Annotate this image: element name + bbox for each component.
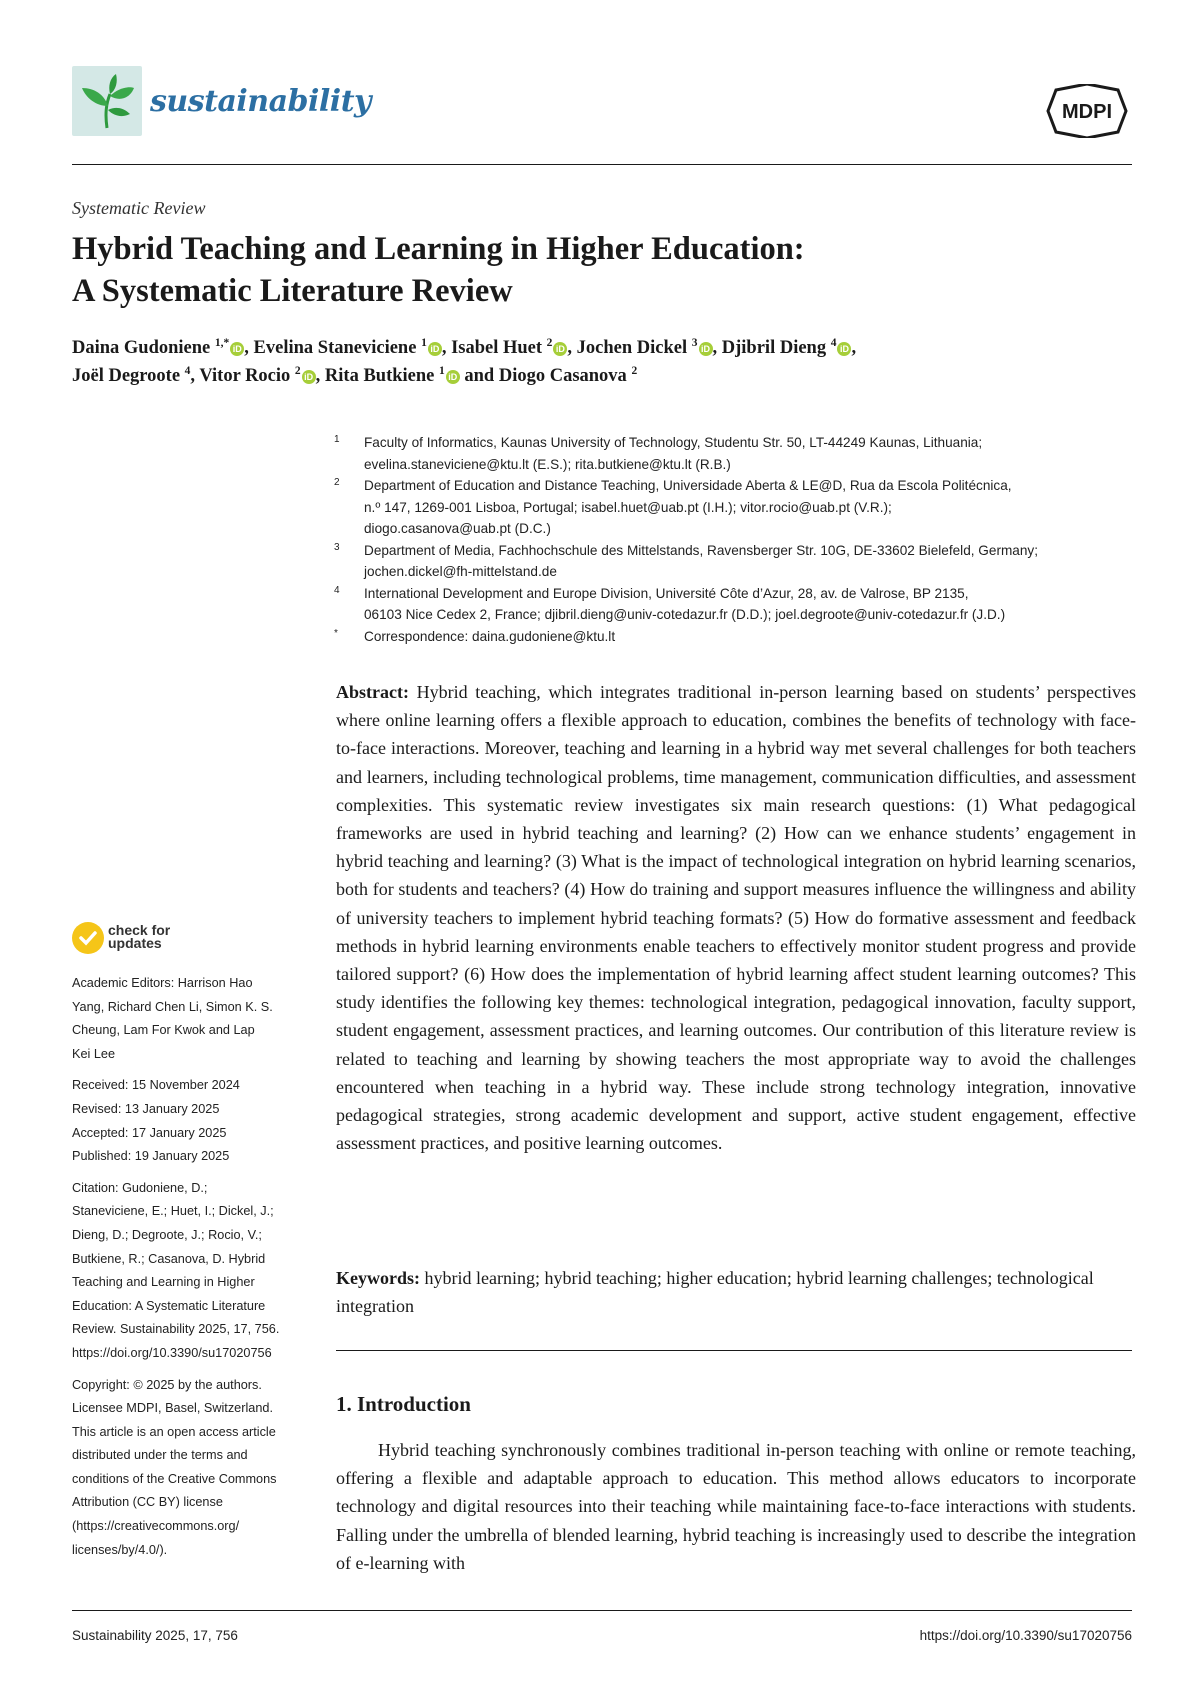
section-rule: [336, 1350, 1132, 1351]
orcid-icon[interactable]: iD: [230, 342, 244, 356]
author-name: Daina Gudoniene: [72, 338, 215, 358]
affiliation-line: jochen.dickel@fh-mittelstand.de: [364, 564, 557, 579]
plant-icon: [72, 66, 142, 136]
affiliation-number: 4: [334, 584, 340, 596]
sidebar-line: Teaching and Learning in Higher: [72, 1275, 255, 1290]
mdpi-logo: [1046, 84, 1128, 138]
sidebar-line: Yang, Richard Chen Li, Simon K. S.: [72, 999, 273, 1014]
affiliation-line: Department of Media, Fachhochschule des Mittelstands, Ravensberger Str. 10G, DE-33602 Bielefeld, Germany;: [364, 542, 1038, 558]
orcid-icon[interactable]: iD: [446, 370, 460, 384]
orcid-icon[interactable]: iD: [553, 342, 567, 356]
author: [325, 366, 460, 386]
footer-rule: [72, 1610, 1132, 1611]
orcid-icon[interactable]: iD: [302, 370, 316, 384]
sidebar-line: distributed under the terms and: [72, 1448, 248, 1463]
author: [199, 366, 315, 386]
orcid-icon[interactable]: iD: [428, 342, 442, 356]
sidebar-line: Kei Lee: [72, 1046, 116, 1061]
copyright: [72, 1374, 304, 1563]
author-name: Rita Butkiene: [324, 366, 439, 386]
affiliation-item: [334, 626, 1134, 648]
sidebar-line: licenses/by/4.0/).: [72, 1542, 168, 1557]
sidebar-line: Staneviciene, E.; Huet, I.; Dickel, J.;: [72, 1204, 274, 1219]
sidebar-line: Accepted: 17 January 2025: [72, 1125, 227, 1140]
affiliation-line: Department of Education and Distance Teaching, Universidade Aberta & LE@D, Rua da Escola Politécnica,: [364, 478, 1012, 493]
check-updates-icon: [72, 922, 104, 954]
header-rule: [72, 164, 1132, 165]
affiliation-number: 1: [334, 434, 340, 445]
affiliation-line: International Development and Europe Division, Université Côte d’Azur, 28, av. de Valrose, BP 2135,: [364, 585, 969, 601]
author-affiliation-number: 2: [294, 364, 301, 377]
section-heading-introduction: 1. Introduction: [336, 1392, 471, 1416]
author: [722, 338, 852, 358]
sidebar-line: Licensee MDPI, Basel, Switzerland.: [72, 1401, 273, 1416]
keywords-label: Keywords:: [336, 1268, 420, 1288]
sidebar-line: Dieng, D.; Degroote, J.; Rocio, V.;: [72, 1227, 262, 1242]
author-name: Djibril Dieng: [721, 338, 831, 358]
sidebar-line: Review. Sustainability 2025, 17, 756.: [72, 1322, 280, 1337]
abstract-label: Abstract:: [336, 682, 409, 702]
author-name: Jochen Dickel: [576, 338, 692, 358]
author-name: Vitor Rocio: [199, 366, 295, 386]
author: [577, 338, 713, 358]
author-name: Joël Degroote: [72, 366, 185, 386]
affiliation-item: [334, 432, 1134, 475]
affiliation-line: 06103 Nice Cedex 2, France; djibril.dieng@univ-cotedazur.fr (D.D.); joel.degroote@univ-cotedazur.fr (J.D.): [364, 607, 1006, 622]
sidebar-line: This article is an open access article: [72, 1424, 276, 1439]
author: [451, 338, 567, 358]
author-name: Evelina Staneviciene: [253, 338, 422, 358]
sidebar-line: Attribution (CC BY) license: [72, 1495, 223, 1510]
orcid-icon[interactable]: iD: [837, 342, 851, 356]
author-affiliation-number: 2: [631, 364, 638, 377]
author-name: Isabel Huet: [451, 338, 547, 358]
sidebar-line: conditions of the Creative Commons: [72, 1471, 277, 1486]
academic-editors: [72, 972, 304, 1066]
journal-name: sustainability: [150, 84, 371, 119]
affiliation-item: [334, 475, 1134, 540]
author-affiliation-number: 1: [421, 336, 427, 349]
author-list: Daina Gudoniene $^{1,*}$iD , Evelina Staneviciene $^1$iD , Isabel Huet $^2$iD , Jochen Dickel $^3$iD , Djibril Dieng $^4$iD , Joël Degroote $^4$, Vitor Rocio $^2$iD , Rita Butkiene $^1$iD and Diogo Casanova $^2$: [72, 336, 857, 386]
sidebar-line: Revised: 13 January 2025: [72, 1101, 220, 1116]
publication-dates: [72, 1074, 304, 1168]
sidebar-line: Published: 19 January 2025: [72, 1149, 230, 1164]
keywords: [336, 1264, 1136, 1320]
author: [254, 338, 442, 358]
page-title: [72, 228, 1072, 312]
affiliation-line: n.º 147, 1269-001 Lisboa, Portugal; isabel.huet@uab.pt (I.H.); vitor.rocio@uab.pt (V.R.);: [364, 499, 892, 515]
author-affiliation-number: 4: [830, 336, 837, 349]
check-updates-line-1: check for: [108, 922, 171, 938]
sidebar-line: Education: A Systematic Literature: [72, 1298, 266, 1313]
svg-text:MDPI: MDPI: [1062, 101, 1112, 123]
abstract-text: Hybrid teaching, which integrates traditional in-person learning based on students’ perspectives where online learning offers a flexible approach to education, combines the benefits of technology with face-to-face interactions. Moreover, teaching and learning in a hybrid way met several challenges for both teachers and learners, including technological problems, time management, communication difficulties, and assessment complexities. This systematic review investigates six main research questions: (1) What pedagogical frameworks are used in hybrid teaching and learning? (2) How can we enhance students’ engagement in hybrid teaching and learning? (3) What is the impact of technological integration on hybrid learning scenarios, both for students and teachers? (4) How do training and support measures influence the willingness and ability of university teachers to implement hybrid teaching formats? (5) How do formative assessment and feedback methods in hybrid learning environments enable teachers to effectively monitor student progress and provide tailored support? (6) How does the implementation of hybrid learning affect student learning outcomes? This study identifies the following key themes: technological integration, pedagogical innovation, faculty support, student engagement, assessment practices, and learning outcomes. Our contribution of this literature review is related to teaching and learning by showing teachers the most appropriate way to avoid the challenges encountered when teaching in a hybrid way. These include strong technology integration, innovative pedagogical strategies, strong academic development and support, active student engagement, effective assessment practices, and positive learning outcomes.: [336, 682, 1136, 1154]
affiliation-number: 3: [334, 541, 340, 553]
title-line-2: A Systematic Literature Review: [72, 273, 513, 309]
author: [72, 366, 190, 386]
affiliation-item: [334, 540, 1134, 583]
abstract: [336, 678, 1136, 1157]
sidebar-line[interactable]: https://doi.org/10.3390/su17020756: [72, 1345, 272, 1360]
sidebar-line: Citation: Gudoniene, D.;: [72, 1180, 208, 1195]
affiliation-line: evelina.staneviciene@ktu.lt (E.S.); rita.butkiene@ktu.lt (R.B.): [364, 456, 731, 472]
author-affiliation-number: 1,*: [214, 336, 230, 349]
author-affiliation-number: 4: [184, 364, 191, 377]
title-line-1: Hybrid Teaching and Learning in Higher Education:: [72, 231, 805, 267]
author: [72, 338, 244, 358]
affiliations: [334, 432, 1134, 647]
article-info-sidebar: [72, 972, 304, 1570]
author-affiliation-number: 3: [691, 336, 698, 349]
affiliation-number: *: [334, 627, 338, 639]
introduction-text: Hybrid teaching synchronously combines traditional in-person teaching with online or remote teaching, offering a flexible and adaptable approach to education. This method allows educators to incorporate technology and digital resources into their teaching while maintaining face-to-face interactions with students. Falling under the umbrella of blended learning, hybrid teaching is increasingly used to describe the integration of e-learning with: [336, 1440, 1136, 1573]
footer-doi-link[interactable]: https://doi.org/10.3390/su17020756: [919, 1628, 1132, 1643]
footer-citation: Sustainability 2025, 17, 756: [72, 1628, 238, 1643]
keywords-text: hybrid learning; hybrid teaching; higher education; hybrid learning challenges; technological integration: [336, 1268, 1094, 1316]
sidebar-line: Cheung, Lam For Kwok and Lap: [72, 1023, 255, 1038]
affiliation-item: [334, 583, 1134, 626]
affiliation-line: diogo.casanova@uab.pt (D.C.): [364, 521, 551, 536]
author-affiliation-number: 1: [439, 364, 445, 377]
author-affiliation-number: 2: [546, 336, 553, 349]
orcid-icon[interactable]: iD: [699, 342, 713, 356]
author: [499, 366, 637, 386]
sidebar-line: Butkiene, R.; Casanova, D. Hybrid: [72, 1251, 266, 1266]
sidebar-line: Copyright: © 2025 by the authors.: [72, 1377, 262, 1392]
journal-logo: [72, 66, 142, 136]
citation: [72, 1177, 304, 1366]
sidebar-line[interactable]: (https://creativecommons.org/: [72, 1519, 240, 1534]
author-name: Diogo Casanova: [498, 366, 632, 386]
sidebar-line: Received: 15 November 2024: [72, 1078, 240, 1093]
article-type: Systematic Review: [72, 198, 206, 218]
affiliation-line: Faculty of Informatics, Kaunas University of Technology, Studentu Str. 50, LT-44249 Kaunas, Lithuania;: [364, 435, 983, 450]
check-updates-line-2: updates: [108, 935, 162, 951]
affiliation-number: 2: [334, 477, 340, 488]
sidebar-line: Academic Editors: Harrison Hao: [72, 976, 253, 990]
affiliation-line: Correspondence: daina.gudoniene@ktu.lt: [364, 628, 616, 644]
